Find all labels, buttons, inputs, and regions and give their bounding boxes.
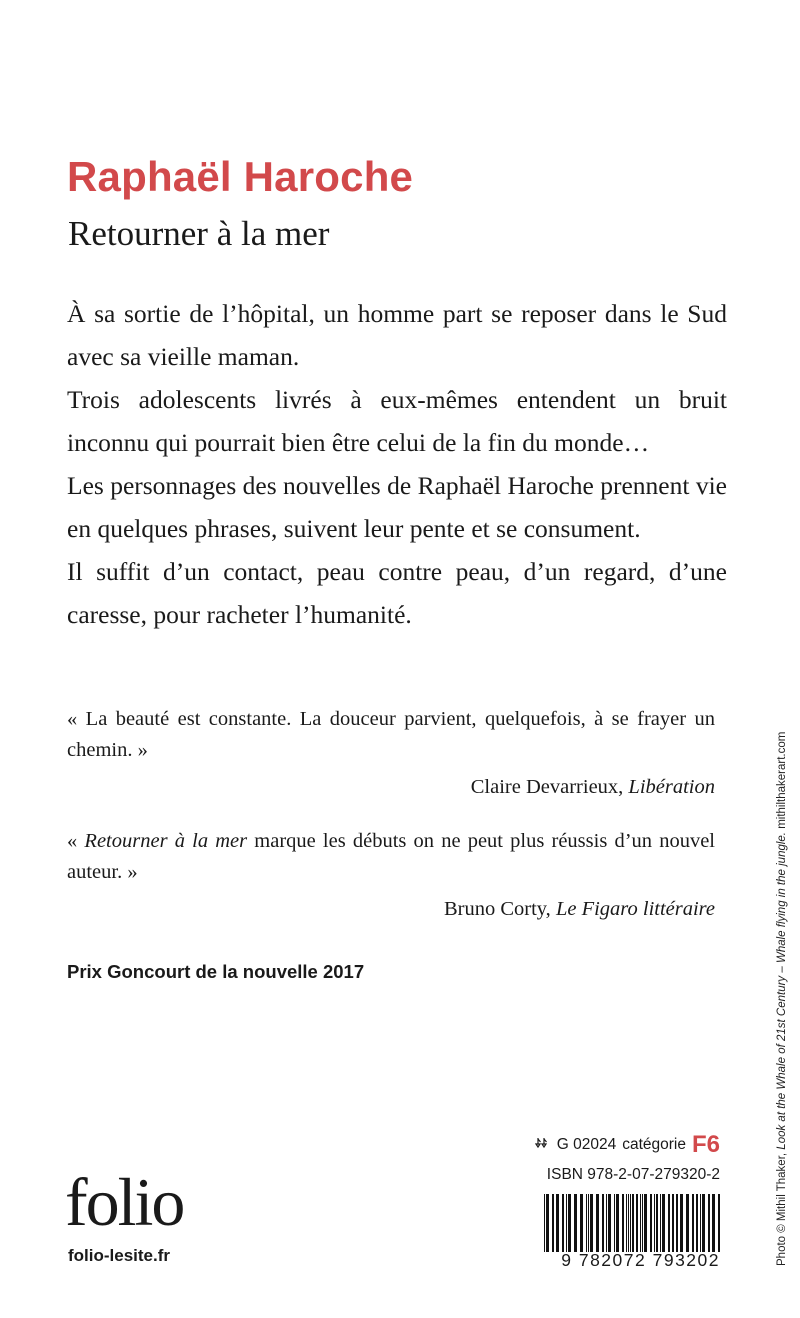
quote-attribution bbox=[67, 772, 715, 803]
quote-body: marque les débuts on ne peut plus réussis d’un nouvel auteur. » bbox=[67, 830, 715, 883]
barcode-bar bbox=[630, 1194, 631, 1252]
barcode-bar bbox=[622, 1194, 624, 1252]
barcode-bar bbox=[718, 1194, 720, 1252]
catalog-code: G 02024 bbox=[556, 1136, 617, 1153]
barcode-bar bbox=[586, 1194, 587, 1252]
barcode-bar bbox=[556, 1194, 559, 1252]
barcode-bar bbox=[700, 1194, 701, 1252]
barcode-bar bbox=[574, 1194, 577, 1252]
barcode-bar bbox=[614, 1194, 615, 1252]
barcode-bar bbox=[636, 1194, 638, 1252]
category-label: catégorie bbox=[622, 1136, 686, 1153]
press-quote bbox=[67, 704, 715, 803]
barcode-bar bbox=[546, 1194, 549, 1252]
publisher-website: folio-lesite.fr bbox=[68, 1246, 171, 1265]
barcode-bar bbox=[654, 1194, 655, 1252]
quote-open: « bbox=[67, 708, 86, 730]
barcode-bar bbox=[712, 1194, 715, 1252]
barcode-bar bbox=[702, 1194, 705, 1252]
quote-text bbox=[67, 704, 715, 766]
blurb bbox=[67, 292, 727, 636]
barcode-bar bbox=[662, 1194, 665, 1252]
barcode-bar bbox=[644, 1194, 647, 1252]
quote-body: La beauté est constante. La douceur parvient, quelquefois, à se frayer un chemin. » bbox=[67, 708, 716, 761]
publication-name: Le Figaro littéraire bbox=[555, 898, 715, 920]
isbn: ISBN 978-2-07-279320-2 bbox=[546, 1166, 720, 1183]
barcode bbox=[544, 1194, 720, 1252]
barcode-bar bbox=[552, 1194, 554, 1252]
barcode-bar bbox=[640, 1194, 641, 1252]
barcode-bar bbox=[580, 1194, 583, 1252]
credit-suffix: mithilthakerart.com bbox=[776, 731, 788, 832]
quote-open: « bbox=[67, 830, 85, 852]
barcode-bar bbox=[672, 1194, 674, 1252]
quote-italic: Retourner à la mer bbox=[84, 830, 248, 852]
barcode-bar bbox=[608, 1194, 611, 1252]
barcode-bar bbox=[686, 1194, 689, 1252]
critic-name: Claire Devarrieux, bbox=[470, 776, 624, 798]
credit-prefix: Photo © Mithil Thaker, bbox=[776, 1149, 788, 1266]
barcode-bar bbox=[566, 1194, 567, 1252]
photo-credit bbox=[776, 732, 788, 1266]
barcode-bar bbox=[676, 1194, 678, 1252]
quote-text bbox=[67, 826, 715, 888]
barcode-bar bbox=[590, 1194, 593, 1252]
press-quote bbox=[67, 826, 715, 925]
barcode-bar bbox=[680, 1194, 683, 1252]
barcode-bar bbox=[628, 1194, 629, 1252]
prize-line: Prix Goncourt de la nouvelle 2017 bbox=[67, 961, 365, 982]
barcode-bar bbox=[596, 1194, 599, 1252]
barcode-bar bbox=[606, 1194, 607, 1252]
barcode-bar bbox=[544, 1194, 545, 1252]
barcode-bar bbox=[696, 1194, 698, 1252]
blurb-paragraph: À sa sortie de l’hôpital, un homme part se reposer dans le Sud avec sa vieille maman. bbox=[67, 299, 727, 371]
book-title: Retourner à la mer bbox=[68, 214, 330, 253]
quote-attribution bbox=[67, 894, 715, 925]
barcode-bar bbox=[588, 1194, 589, 1252]
catalog-info bbox=[536, 1133, 720, 1157]
barcode-bar bbox=[626, 1194, 627, 1252]
barcode-bar bbox=[642, 1194, 643, 1252]
blurb-paragraph: Les personnages des nouvelles de Raphaël Haroche prennent vie en quelques phrases, suivent leur pente et se consument. bbox=[67, 471, 727, 543]
double-boat-icon bbox=[535, 1135, 551, 1156]
barcode-bar bbox=[650, 1194, 652, 1252]
barcode-bar bbox=[616, 1194, 619, 1252]
barcode-bar bbox=[602, 1194, 604, 1252]
barcode-bar bbox=[708, 1194, 710, 1252]
barcode-bar bbox=[660, 1194, 661, 1252]
folio-logo: folio bbox=[65, 1164, 184, 1240]
barcode-bar bbox=[562, 1194, 564, 1252]
barcode-digits: 9 782072 793202 bbox=[561, 1250, 720, 1270]
blurb-paragraph: Trois adolescents livrés à eux-mêmes entendent un bruit inconnu qui pourrait bien être celui de la fin du monde… bbox=[67, 385, 727, 457]
critic-name: Bruno Corty, bbox=[443, 898, 551, 920]
barcode-bar bbox=[568, 1194, 571, 1252]
barcode-bar bbox=[656, 1194, 658, 1252]
category-badge: F6 bbox=[691, 1131, 720, 1158]
credit-italic: Look at the Whale of 21st Century – Whale flying in the jungle. bbox=[776, 831, 788, 1150]
author-name: Raphaël Haroche bbox=[67, 153, 414, 200]
barcode-bar bbox=[668, 1194, 670, 1252]
publication-name: Libération bbox=[628, 776, 715, 798]
barcode-bar bbox=[632, 1194, 634, 1252]
blurb-paragraph: Il suffit d’un contact, peau contre peau, d’un regard, d’une caresse, pour racheter l’humanité. bbox=[67, 557, 727, 629]
barcode-bar bbox=[692, 1194, 694, 1252]
